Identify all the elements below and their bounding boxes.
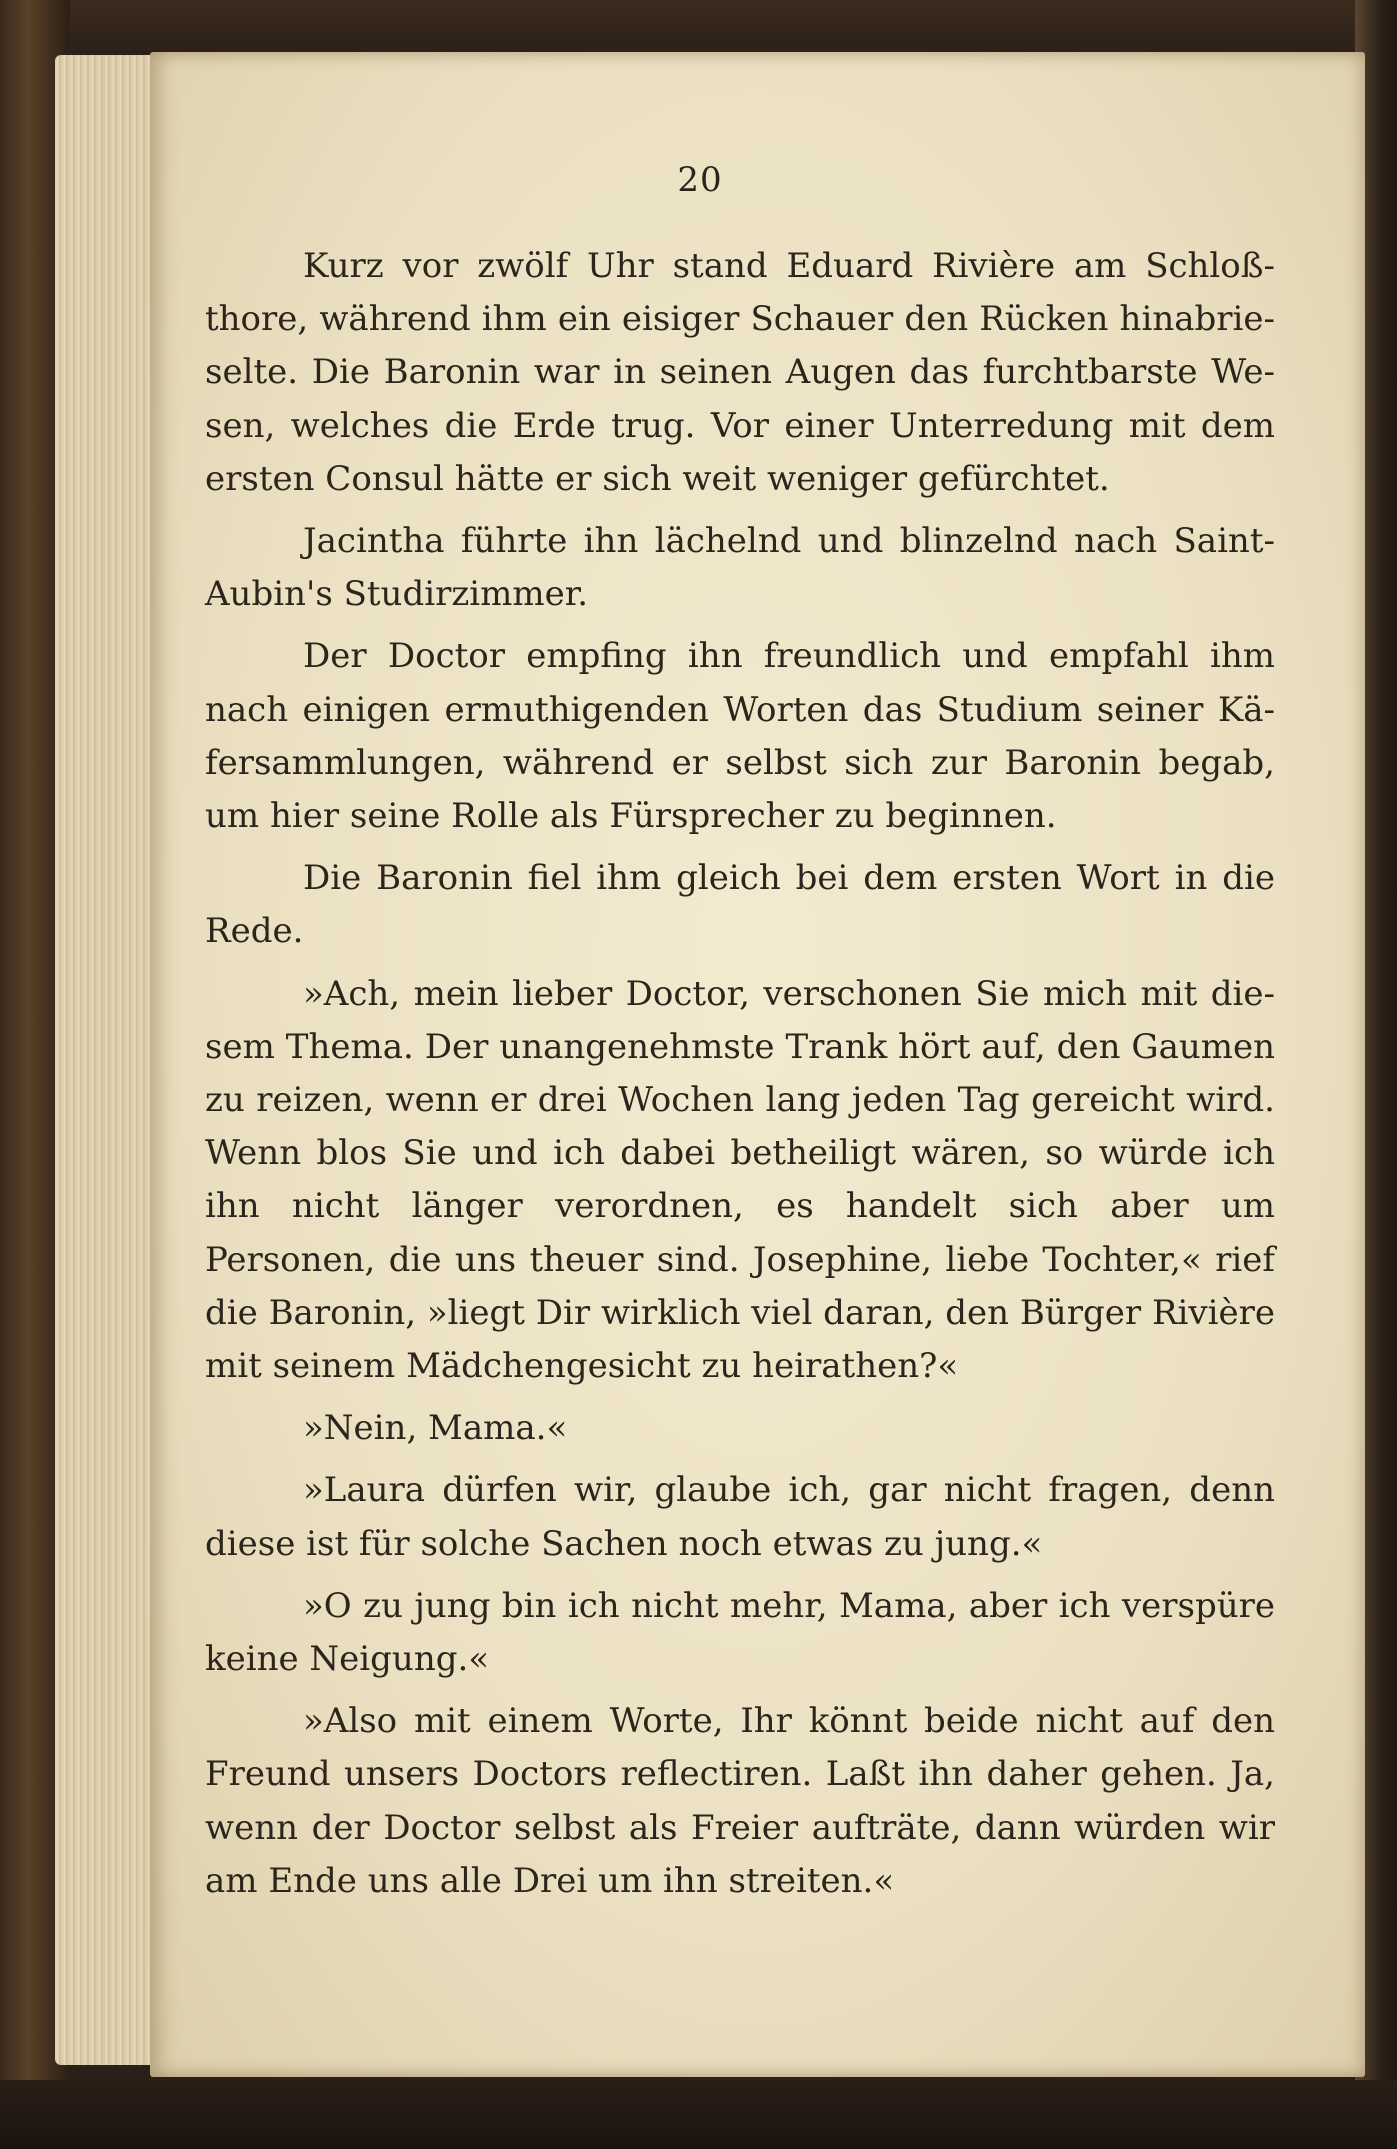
paragraph: »Laura dürfen wir, glaube ich, gar nicht fragen, denn diese ist für solche Sachen noch etwas zu jung.« bbox=[205, 1470, 1275, 1564]
paragraph: Kurz vor zwölf Uhr stand Eduard Rivière am Schloßthore, während ihm ein eisiger Schauer den Rücken hinabrieselte. Die Baronin war in seinen Augen das furchtbarste Wesen, welches die Erde trug. Vor einer Unterredung mit dem ersten Consul hätte er sich weit weniger gefürchtet. bbox=[205, 246, 1275, 499]
paragraph: Die Baronin fiel ihm gleich bei dem ersten Wort in die Rede. bbox=[205, 858, 1275, 952]
book-binding-top bbox=[0, 0, 1397, 60]
page-number: 20 bbox=[677, 160, 723, 200]
paragraph: »Also mit einem Worte, Ihr könnt beide nicht auf den Freund unsers Doctors reflectiren. Laßt ihn daher gehen. Ja, wenn der Doctor selbst als Freier aufträte, dann würden wir am Ende uns alle Drei um ihn streiten.« bbox=[205, 1701, 1275, 1901]
paragraph: »Nein, Mama.« bbox=[303, 1408, 568, 1449]
book-binding-bottom bbox=[0, 2080, 1397, 2149]
paragraph: »Ach, mein lieber Doctor, verschonen Sie mich mit diesem Thema. Der unangenehmste Trank hört auf, den Gaumen zu reizen, wenn er drei Wochen lang jeden Tag gereicht wird. Wenn blos Sie und ich dabei betheiligt wären, so würde ich ihn nicht länger verordnen, es handelt sich aber um Personen, die uns theuer sind. Josephine, liebe Tochter,« rief die Baronin, »liegt Dir wirklich viel daran, den Bürger Rivière mit seinem Mädchengesicht zu heirathen?« bbox=[205, 973, 1275, 1387]
paragraph: »O zu jung bin ich nicht mehr, Mama, aber ich verspüre keine Neigung.« bbox=[205, 1585, 1275, 1680]
stacked-page-edges bbox=[55, 55, 165, 2065]
paragraph: Jacintha führte ihn lächelnd und blinzelnd nach Saint-Aubin's Studirzimmer. bbox=[205, 521, 1275, 615]
page-text bbox=[205, 240, 1275, 1917]
paragraph: Der Doctor empfing ihn freundlich und empfahl ihm nach einigen ermuthigenden Worten das Studium seiner Käfersammlungen, während er selbst sich zur Baronin begab, um hier seine Rolle als Fürsprecher zu beginnen. bbox=[205, 636, 1275, 837]
